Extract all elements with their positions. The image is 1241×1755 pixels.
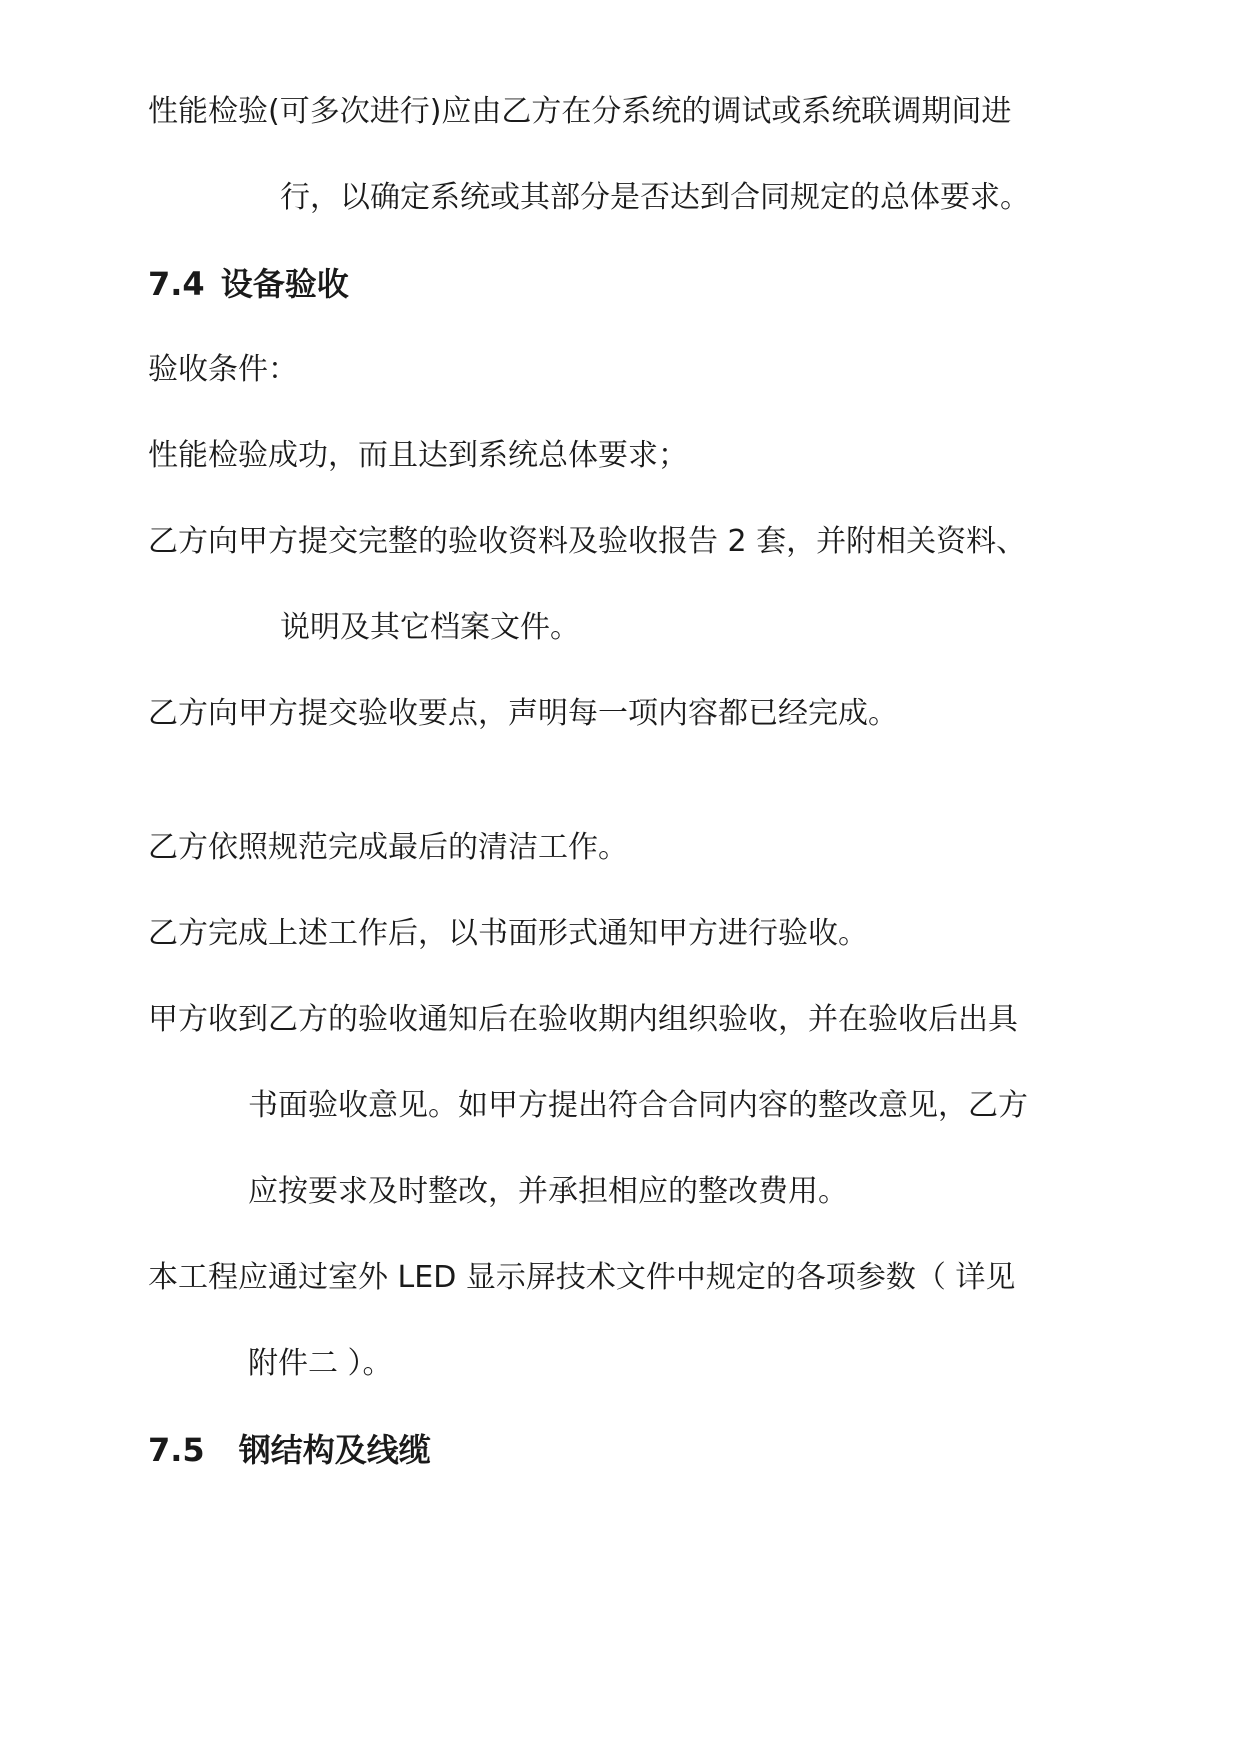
condition-item-2-line1: 乙方向甲方提交完整的验收资料及验收报告 2 套，并附相关资料、	[148, 524, 1027, 559]
acceptance-conditions-label: 验收条件：	[148, 352, 298, 387]
condition-item-2-line2: 说明及其它档案文件。	[280, 610, 580, 645]
section-heading-7-5	[148, 1430, 431, 1470]
section-title: 钢结构及线缆	[238, 1431, 431, 1469]
section-heading-7-4	[148, 264, 349, 304]
paragraph-performance-test-line2: 行，以确定系统或其部分是否达到合同规定的总体要求。	[280, 180, 1030, 215]
condition-item-6-line3: 应按要求及时整改，并承担相应的整改费用。	[248, 1174, 848, 1209]
section-title: 设备验收	[220, 265, 349, 303]
condition-item-5: 乙方完成上述工作后，以书面形式通知甲方进行验收。	[148, 916, 868, 951]
condition-item-4: 乙方依照规范完成最后的清洁工作。	[148, 830, 628, 865]
paragraph-performance-test-line1: 性能检验(可多次进行)应由乙方在分系统的调试或系统联调期间进	[148, 94, 1012, 129]
condition-item-6-line2: 书面验收意见。如甲方提出符合合同内容的整改意见，乙方	[248, 1088, 1028, 1123]
section-number: 7.5	[148, 1431, 205, 1469]
condition-item-1: 性能检验成功，而且达到系统总体要求；	[148, 438, 688, 473]
condition-item-6-line1: 甲方收到乙方的验收通知后在验收期内组织验收，并在验收后出具	[148, 1002, 1018, 1037]
section-number: 7.4	[148, 265, 205, 303]
condition-item-7-line1: 本工程应通过室外 LED 显示屏技术文件中规定的各项参数（ 详见	[148, 1260, 1016, 1295]
condition-item-3: 乙方向甲方提交验收要点，声明每一项内容都已经完成。	[148, 696, 898, 731]
condition-item-7-line2: 附件二 ）。	[248, 1346, 393, 1381]
